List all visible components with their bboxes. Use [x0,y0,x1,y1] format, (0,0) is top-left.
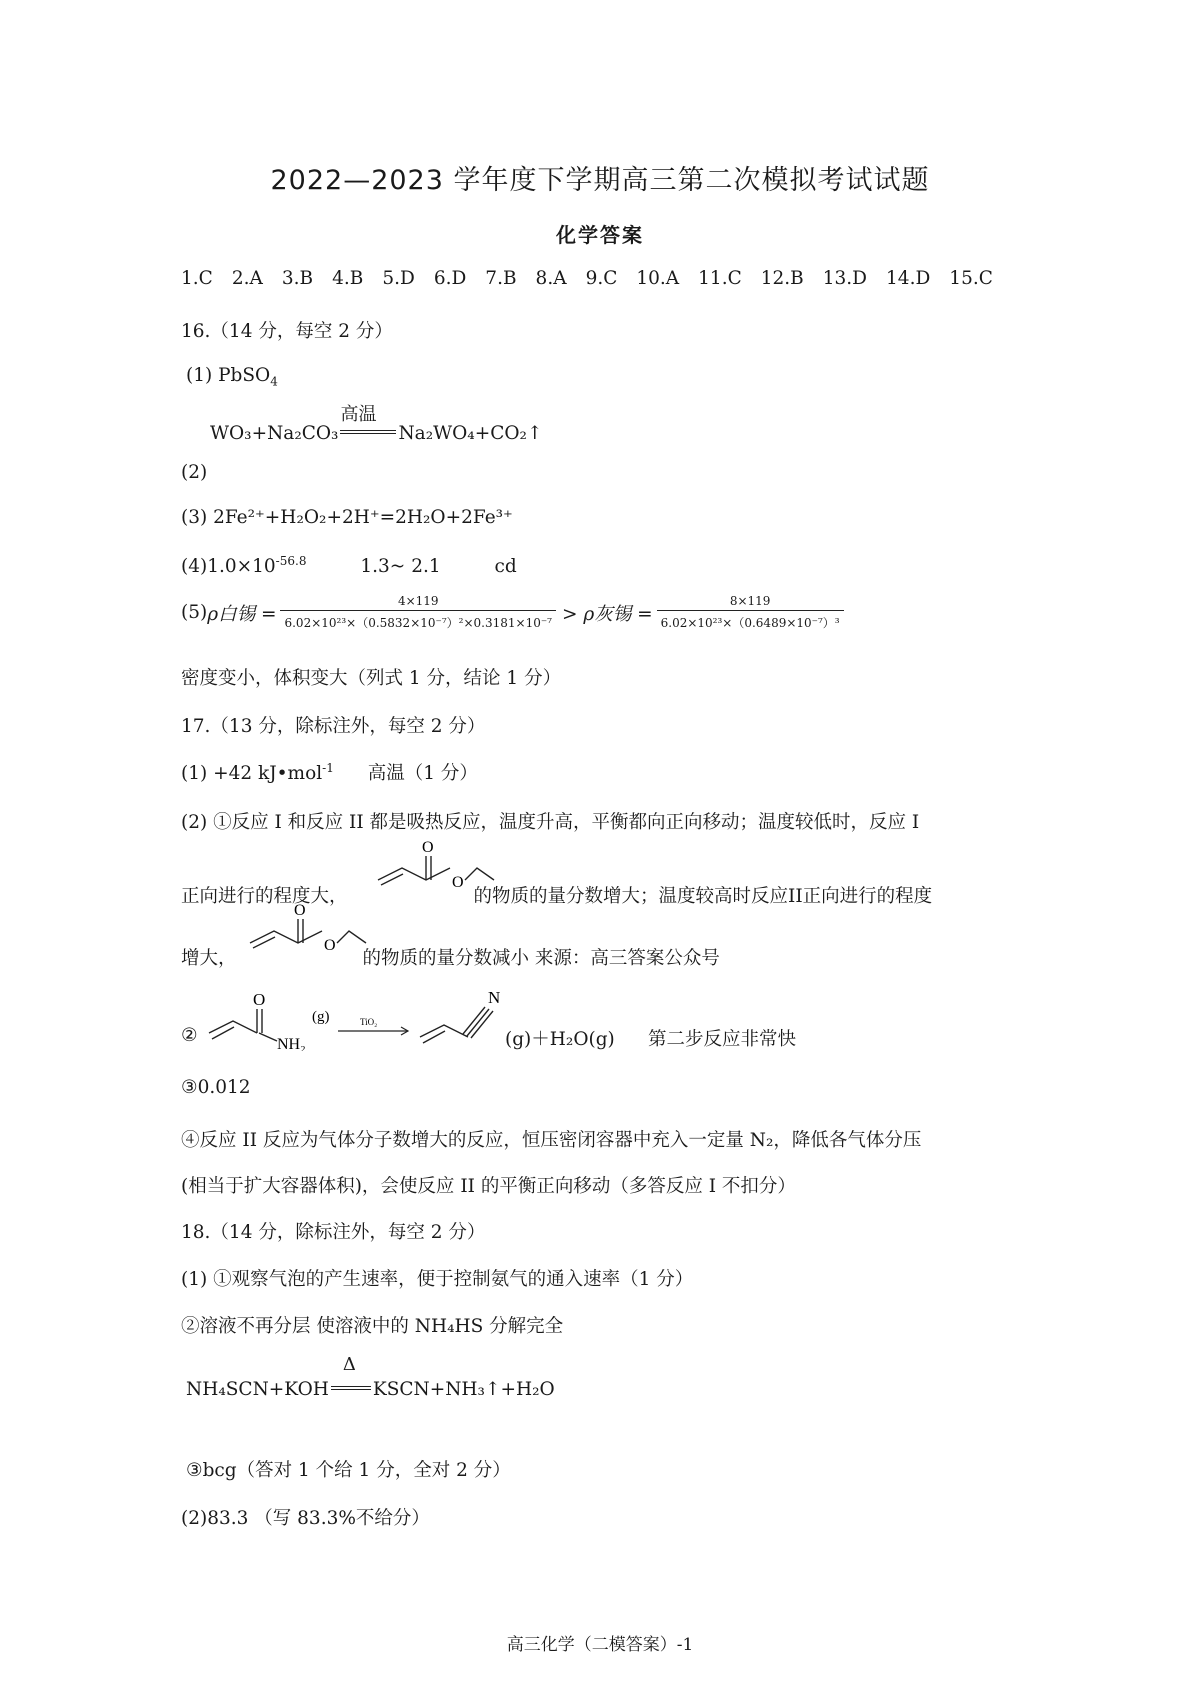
acrylamide-to-acrylonitrile [205,975,515,1051]
page-footer: 高三化学（二模答案）-1 [506,1635,694,1655]
q17-part2-line1: (2) ①反应 I 和反应 II 都是吸热反应，温度升高，平衡都向正向移动；温度较低时，反应 I [181,812,920,833]
fraction-numerator: 4×119 [397,594,439,608]
q16-part4-exp: -56.8 [275,554,307,568]
reaction-condition: 高温 [340,404,377,425]
q18-header: 18.（14 分，除标注外，每空 2 分） [181,1222,486,1243]
mcq-answer: 8.A [535,268,567,289]
mcq-answer: 3.B [281,268,314,289]
q16-part4-range: 1.3~ 2.1 [360,556,441,578]
q17-part1-value: (1) +42 kJ•mol [181,763,323,784]
mcq-answer: 13.D [822,268,868,289]
mcq-answer: 11.C [698,268,742,289]
catalyst-label: TiO₂ [360,1017,378,1027]
q17-part2-line3-a: 增大， [181,948,237,969]
reaction-condition: Δ [342,1354,356,1375]
density-white-tin: ρ白锡 = [207,603,277,625]
q17-part4-line1: ④反应 II 反应为气体分子数增大的反应，恒压密闭容器中充入一定量 N₂，降低各气体分压 [181,1130,922,1151]
q17-part2-2-label: ② [181,1025,198,1046]
q16-part4-value: (4)1.0×10 [181,556,276,578]
q17-part3: ③0.012 [181,1077,251,1098]
mcq-answer: 12.B [760,268,804,289]
mcq-answer: 14.D [886,268,931,289]
page-subtitle: 化学答案 [556,223,644,247]
mcq-answer: 7.B [485,268,517,289]
q17-part2-2-products: (g)＋H₂O(g) [505,1029,615,1050]
mcq-answer: 1.C [181,268,213,289]
nitrogen-label: N [488,988,501,1007]
reaction-arrow [329,1354,373,1400]
mcq-answer: 10.A [636,268,680,289]
mcq-answer: 5.D [382,268,415,289]
fraction-white-tin [280,594,556,631]
q17-part4-line2: (相当于扩大容器体积)，会使反应 II 的平衡正向移动（多答反应 I 不扣分） [181,1176,796,1197]
q17-part1-condition: 高温（1 分） [367,763,478,784]
page-title: 2022—2023 学年度下学期高三第二次模拟考试试题 [270,165,930,196]
fraction-denominator: 6.02×10²³×（0.5832×10⁻⁷）²×0.3181×10⁻⁷ [280,610,556,631]
q18-equation [186,1354,555,1400]
mcq-answer: 2.A [231,268,263,289]
q16-part4-choice: cd [494,556,517,578]
q17-part1 [181,759,478,785]
q18-part4: (2)83.3 （写 83.3%不给分） [181,1508,430,1529]
oxygen-label: O [324,937,336,954]
fraction-grey-tin [657,594,844,631]
ethyl-acrylate-structure-2 [244,903,370,967]
oxygen-label: O [422,840,434,856]
equation-reactants: NH₄SCN+KOH [186,1379,329,1400]
q17-part2-2-note: 第二步反应非常快 [648,1029,797,1050]
fraction-denominator: 6.02×10²³×（0.6489×10⁻⁷）³ [657,610,844,631]
q17-header: 17.（13 分，除标注外，每空 2 分） [181,716,486,737]
density-grey-tin: > ρ灰锡 = [561,603,653,625]
oxygen-label: O [294,903,306,919]
oxygen-label: O [452,874,464,891]
q18-part1: (1) ①观察气泡的产生速率，便于控制氨气的通入速率（1 分） [181,1269,694,1290]
q18-part2: ②溶液不再分层 使溶液中的 NH₄HS 分解完全 [181,1316,564,1337]
q16-part5-note: 密度变小，体积变大（列式 1 分，结论 1 分） [181,668,562,689]
q17-part2-line2-a: 正向进行的程度大， [181,886,348,907]
mcq-answer: 9.C [585,268,618,289]
equation-products: Na₂WO₄+CO₂↑ [398,423,543,444]
q18-part3: ③bcg（答对 1 个给 1 分，全对 2 分） [186,1460,511,1481]
mcq-answer: 4.B [332,268,364,289]
gas-phase-label: (g) [312,1009,330,1025]
q16-part2-label: (2) [181,462,208,483]
equation-reactants: WO₃+Na₂CO₃ [210,423,339,444]
q16-part5 [181,594,844,631]
mcq-answer: 15.C [949,268,993,289]
reaction-arrow [338,404,398,444]
oxygen-label: O [253,990,266,1009]
mcq-answer-list [181,268,1012,289]
q17-part2-line2-b: 的物质的量分数增大；温度较高时反应II正向进行的程度 [473,886,933,907]
mcq-answer: 6.D [433,268,467,289]
q16-part5-label: (5) [181,602,208,623]
q16-part1 [186,365,278,389]
equation-products: KSCN+NH₃↑+H₂O [372,1379,555,1400]
q16-header: 16.（14 分，每空 2 分） [181,321,393,342]
q16-equation [210,404,543,444]
nh2-label: NH₂ [277,1036,306,1051]
q16-part1-text: (1) PbSO [186,365,271,386]
q17-part1-exp: -1 [322,760,334,775]
q16-part3: (3) 2Fe²⁺+H₂O₂+2H⁺=2H₂O+2Fe³⁺ [181,507,513,528]
ethyl-acrylate-structure-1 [372,840,498,904]
q16-part1-sub: 4 [270,374,278,389]
q17-part2-line3-b: 的物质的量分数减小 来源：高三答案公众号 [362,948,720,969]
fraction-numerator: 8×119 [729,594,771,608]
q16-part4 [181,554,517,577]
